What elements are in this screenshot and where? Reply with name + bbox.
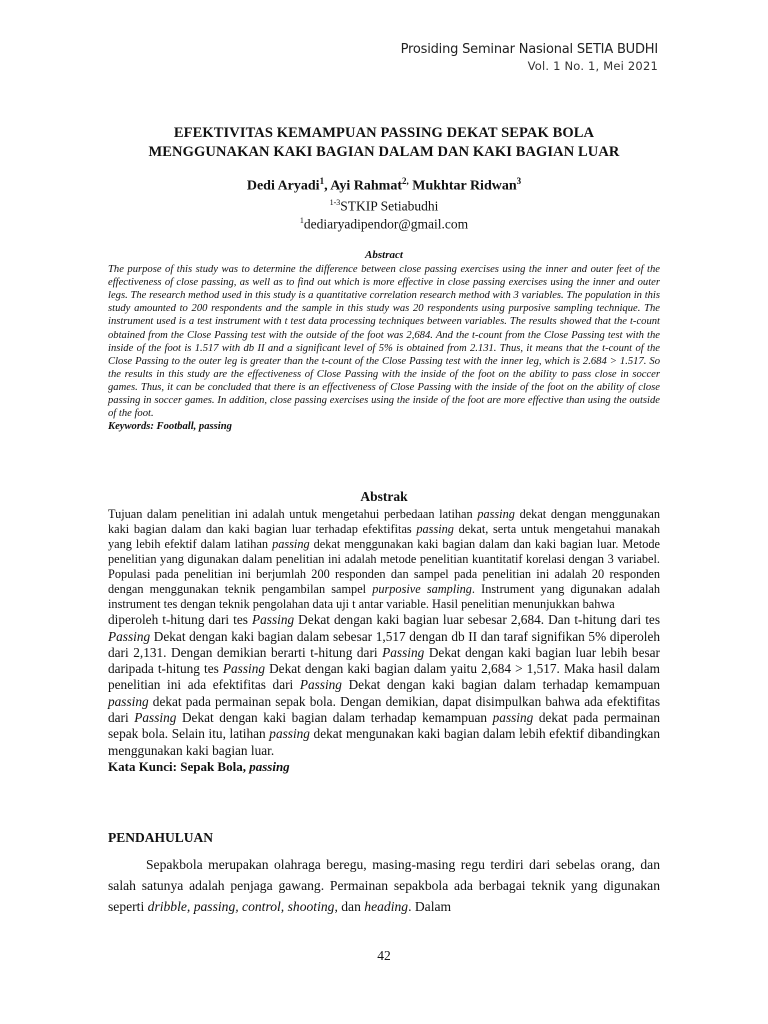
email-sup: 1 — [299, 216, 304, 226]
author-1: Dedi Aryadi — [246, 178, 320, 194]
abstrak-text: Dekat dengan kaki bagian dalam yaitu 2,684 > 1,517. Maka hasil dalam penelitian ini ada efektifitas dari — [108, 661, 660, 693]
section-heading: PENDAHULUAN — [108, 830, 214, 845]
keywords-english: Keywords: Football, passing — [108, 421, 232, 433]
abstrak-paragraph-1 — [108, 507, 660, 613]
abstrak-italic: Passing — [382, 644, 425, 660]
abstrak-italic: Passing — [252, 612, 295, 628]
paper-title — [100, 124, 668, 162]
paragraph-text: . Dalam — [408, 899, 452, 914]
running-header — [401, 42, 658, 73]
affiliation-sup: 1-3 — [329, 197, 341, 207]
title-line-1: EFEKTIVITAS KEMAMPUAN PASSING DEKAT SEPAK BOLA — [173, 125, 595, 141]
author-2: , Ayi Rahmat — [324, 178, 402, 194]
paragraph-text: , dan — [334, 899, 365, 914]
abstrak-text: Dekat dengan kaki bagian dalam sebesar 1,517 dengan db II dan taraf signifikan 5% diperoleh dari 2,131. Dengan demikian berarti t-hitung dari — [108, 628, 660, 660]
abstrak-italic: passing — [492, 710, 534, 726]
abstrak-text: Dekat dengan kaki bagian dalam terhadap kemampuan — [341, 677, 661, 693]
keywords-label: Kata Kunci: Sepak Bola, — [108, 758, 250, 774]
abstrak-italic: Passing — [299, 677, 342, 693]
keywords-indonesian — [108, 759, 660, 775]
title-line-2: MENGGUNAKAN KAKI BAGIAN DALAM DAN KAKI BAGIAN LUAR — [148, 144, 620, 160]
author-1-sup: 1 — [319, 176, 325, 186]
abstrak-text: . Instrument yang digunakan adalah instrument tes dengan teknik pengolahan data uji t antar variable. Hasil penelitian menunjukkan bahwa — [108, 582, 660, 612]
abstrak-text: dekat pada permainan sepak bola. Dengan demikian, dapat disimpulkan bahwa ada efektifitas dari — [108, 693, 660, 726]
abstrak-text: dekat, serta untuk mengetahui manakah yang lebih efektif dalam latihan — [108, 521, 660, 551]
paragraph-text: Sepakbola merupakan olahraga beregu, masing-masing regu terdiri dari sebelas orang, dan salah satunya adalah penjaga gawang. Permainan sepakbola ada berbagai teknik yang digunakan seperti — [108, 857, 660, 914]
author-3-sup: 3 — [516, 176, 522, 186]
journal-volume: Vol. 1 No. 1, Mei 2021 — [527, 59, 658, 73]
abstrak-italic: passing — [108, 693, 149, 709]
paragraph-italic: heading — [364, 899, 409, 914]
abstrak-italic: passing — [272, 536, 310, 551]
author-2-sup: 2, — [402, 176, 409, 186]
affiliation — [100, 198, 668, 215]
abstrak-text: dekat mengunakan kaki bagian dalam lebih efektif dibandingkan menggunakan kaki bagian luar. — [108, 726, 660, 758]
abstrak-text: Tujuan dalam penelitian ini adalah untuk mengetahui perbedaan latihan — [108, 506, 478, 521]
abstrak-italic: passing — [416, 521, 454, 536]
section-pendahuluan — [108, 830, 660, 917]
abstrak-paragraph-2 — [108, 612, 660, 759]
abstrak-text: dekat menggunakan kaki bagian dalam dan kaki bagian luar. Metode penelitian yang digunakan dalam penelitian ini adalah metode penelitian kuantitatif korelasi dengan 3 variabel. Populasi pada penelitian ini berjumlah 200 responden dan sampel pada penelitian ini adalah 20 responden dengan menggunakan teknik pengambilan sampel — [108, 536, 660, 597]
abstract-english — [108, 249, 660, 433]
author-3: Mukhtar Ridwan — [408, 178, 517, 194]
keywords-italic: passing — [249, 758, 290, 774]
email-address: dediaryadipendor@gmail.com — [303, 216, 469, 232]
author-names — [100, 176, 668, 195]
section-paragraph — [108, 854, 660, 917]
journal-name: Prosiding Seminar Nasional SETIA BUDHI — [400, 42, 658, 57]
abstrak-heading: Abstrak — [360, 489, 408, 504]
abstract-indonesian — [108, 489, 660, 775]
abstrak-italic: passing — [269, 726, 310, 742]
author-email — [100, 216, 668, 233]
abstrak-italic: Passing — [222, 661, 265, 677]
abstrak-text: diperoleh t-hitung dari tes — [108, 612, 252, 628]
abstrak-italic: passing — [477, 506, 515, 521]
abstrak-text: Dekat dengan kaki bagian luar lebih besar daripada t-hitung tes — [108, 644, 660, 677]
page-number: 42 — [377, 948, 391, 963]
author-block — [100, 176, 668, 233]
paragraph-italic: dribble, passing, control, shooting — [147, 899, 335, 914]
abstract-heading: Abstract — [365, 249, 403, 261]
abstrak-italic: purposive sampling — [372, 582, 472, 597]
abstrak-text: dekat pada permainan sepak bola. Selain itu, latihan — [108, 710, 661, 742]
abstract-body: The purpose of this study was to determine the difference between close passing exercises using the inner and outer feet of the effectiveness of close passing, as well as to find out which is more effective in close passing exercises using the inner and outer legs. The research method used in this study is a quantitative correlation research method with 3 variables. The population in this study amounted to 200 respondents and the sample in this study was 20 respondents using purposive sampling technique. The instrument used is a test instrument with t test data processing techniques between variables. The results showed that the t-count obtained from the Close Passing test with the outside of the foot was 2,684. And the t-count from the Close Passing test with the inside of the foot is 1.517 with db II and a significant level of 5% is obtained from 2.131. Thus, it means that the t-count of the Close Passing to the outer leg is greater than the t-count of the Close Passing test with the inner leg, which is 2.684 > 1.517. So the results in this study are the effectiveness of Close Passing with the inside of the foot on the ability to pass close in soccer games. Thus, it can be concluded that there is an effectiveness of Close Passing with the inside of the foot on the ability of close passing in soccer games. In addition, close passing exercises using the inside of the foot are more effective than using the outside of the foot. — [108, 264, 660, 420]
affiliation-name: STKIP Setiabudhi — [340, 198, 439, 214]
abstrak-text: Dekat dengan kaki bagian luar sebesar 2,684. Dan t-hitung dari tes — [294, 612, 660, 628]
abstrak-text: Dekat dengan kaki bagian dalam terhadap kemampuan — [176, 710, 493, 726]
abstrak-italic: Passing — [108, 628, 151, 644]
abstrak-text: dekat dengan menggunakan kaki bagian dalam dan kaki bagian luar terhadap efektifitas — [108, 506, 661, 536]
abstrak-italic: Passing — [134, 710, 177, 726]
